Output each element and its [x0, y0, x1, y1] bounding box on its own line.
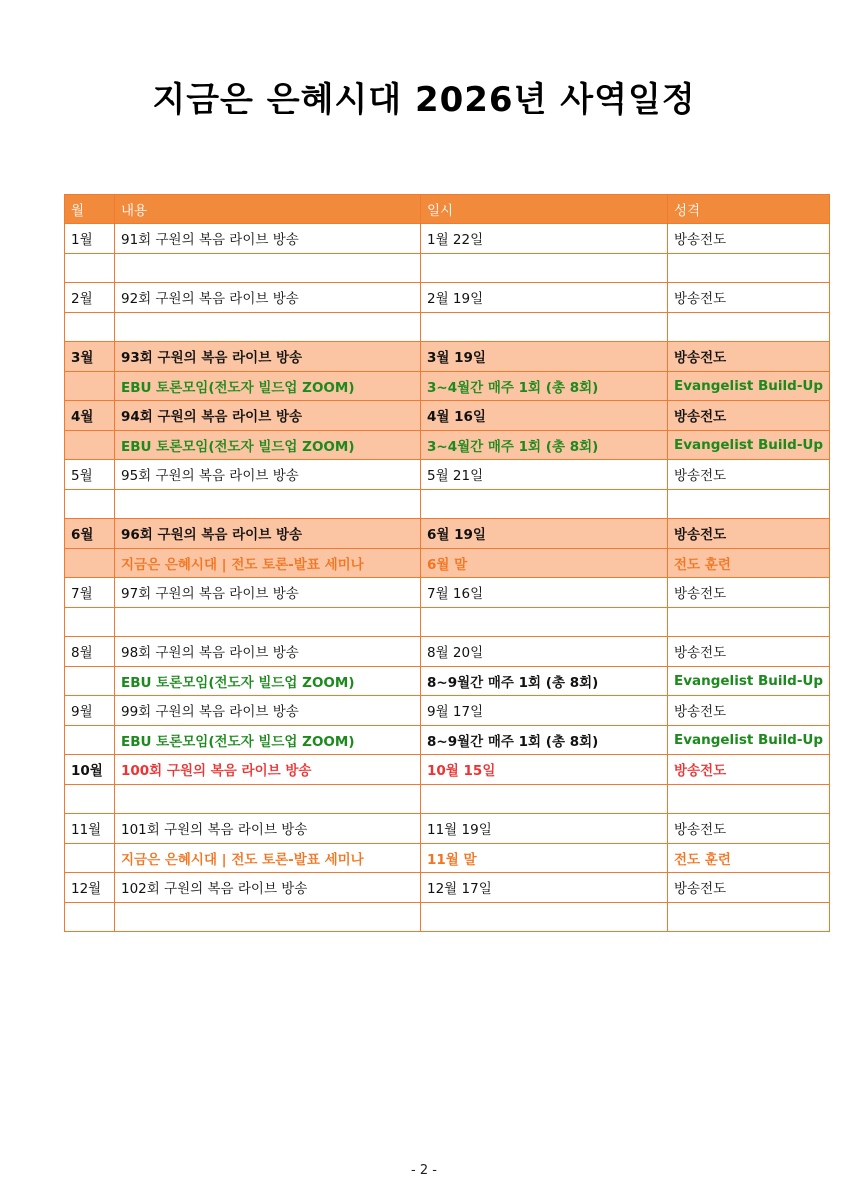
table-row [65, 637, 830, 667]
cell-date: 8월 20일 [421, 637, 668, 667]
table-row [65, 666, 830, 696]
cell-date: 8~9월간 매주 1회 (총 8회) [421, 666, 668, 696]
cell-month [65, 371, 115, 401]
cell-month [65, 607, 115, 637]
table-row [65, 430, 830, 460]
cell-type: 방송전도 [668, 283, 830, 313]
cell-content: EBU 토론모임(전도자 빌드업 ZOOM) [115, 725, 421, 755]
cell-month: 6월 [65, 519, 115, 549]
cell-date: 3월 19일 [421, 342, 668, 372]
table-row [65, 843, 830, 873]
cell-month [65, 902, 115, 932]
cell-date [421, 489, 668, 519]
cell-type: Evangelist Build-Up [668, 430, 830, 460]
cell-content [115, 489, 421, 519]
cell-type: 방송전도 [668, 401, 830, 431]
table-row [65, 489, 830, 519]
cell-content: 94회 구원의 복음 라이브 방송 [115, 401, 421, 431]
cell-content: 97회 구원의 복음 라이브 방송 [115, 578, 421, 608]
cell-month [65, 725, 115, 755]
cell-date: 10월 15일 [421, 755, 668, 785]
table-row [65, 814, 830, 844]
cell-type: 방송전도 [668, 224, 830, 254]
cell-type: Evangelist Build-Up [668, 725, 830, 755]
cell-content: EBU 토론모임(전도자 빌드업 ZOOM) [115, 666, 421, 696]
cell-date: 4월 16일 [421, 401, 668, 431]
table-row [65, 578, 830, 608]
cell-content: 93회 구원의 복음 라이브 방송 [115, 342, 421, 372]
cell-date: 3~4월간 매주 1회 (총 8회) [421, 371, 668, 401]
cell-month [65, 843, 115, 873]
cell-month [65, 430, 115, 460]
cell-month [65, 666, 115, 696]
schedule-table [64, 194, 830, 932]
table-row [65, 401, 830, 431]
table-row [65, 283, 830, 313]
cell-type: 전도 훈련 [668, 843, 830, 873]
cell-type: Evangelist Build-Up [668, 371, 830, 401]
cell-date: 11월 19일 [421, 814, 668, 844]
cell-type: 전도 훈련 [668, 548, 830, 578]
cell-content: EBU 토론모임(전도자 빌드업 ZOOM) [115, 371, 421, 401]
cell-date [421, 312, 668, 342]
cell-content: 98회 구원의 복음 라이브 방송 [115, 637, 421, 667]
cell-content: 96회 구원의 복음 라이브 방송 [115, 519, 421, 549]
cell-type [668, 489, 830, 519]
cell-content: 95회 구원의 복음 라이브 방송 [115, 460, 421, 490]
cell-month: 7월 [65, 578, 115, 608]
table-row [65, 755, 830, 785]
cell-type: 방송전도 [668, 873, 830, 903]
cell-date [421, 253, 668, 283]
cell-content: 99회 구원의 복음 라이브 방송 [115, 696, 421, 726]
table-row [65, 725, 830, 755]
table-header-row [65, 195, 830, 224]
table-row [65, 784, 830, 814]
cell-date: 8~9월간 매주 1회 (총 8회) [421, 725, 668, 755]
cell-type: 방송전도 [668, 460, 830, 490]
cell-month: 3월 [65, 342, 115, 372]
cell-content [115, 312, 421, 342]
cell-type [668, 784, 830, 814]
cell-content: 지금은 은혜시대 | 전도 토론-발표 세미나 [115, 548, 421, 578]
table-row [65, 342, 830, 372]
cell-date: 12월 17일 [421, 873, 668, 903]
cell-month: 4월 [65, 401, 115, 431]
cell-content: EBU 토론모임(전도자 빌드업 ZOOM) [115, 430, 421, 460]
cell-content: 101회 구원의 복음 라이브 방송 [115, 814, 421, 844]
cell-date: 7월 16일 [421, 578, 668, 608]
cell-month: 10월 [65, 755, 115, 785]
table-row [65, 371, 830, 401]
cell-month: 1월 [65, 224, 115, 254]
cell-month [65, 489, 115, 519]
cell-date: 5월 21일 [421, 460, 668, 490]
cell-month: 2월 [65, 283, 115, 313]
cell-month: 8월 [65, 637, 115, 667]
table-row [65, 460, 830, 490]
cell-month: 9월 [65, 696, 115, 726]
cell-month [65, 548, 115, 578]
cell-type: Evangelist Build-Up [668, 666, 830, 696]
cell-type: 방송전도 [668, 696, 830, 726]
page-number: - 2 - [411, 1163, 437, 1178]
cell-date: 6월 말 [421, 548, 668, 578]
cell-date: 3~4월간 매주 1회 (총 8회) [421, 430, 668, 460]
table-row [65, 902, 830, 932]
cell-date [421, 784, 668, 814]
cell-content: 91회 구원의 복음 라이브 방송 [115, 224, 421, 254]
cell-date: 11월 말 [421, 843, 668, 873]
cell-type: 방송전도 [668, 342, 830, 372]
cell-content: 92회 구원의 복음 라이브 방송 [115, 283, 421, 313]
table-row [65, 312, 830, 342]
cell-date: 6월 19일 [421, 519, 668, 549]
cell-content [115, 902, 421, 932]
cell-type [668, 902, 830, 932]
cell-month: 5월 [65, 460, 115, 490]
header-content: 내용 [115, 195, 421, 224]
cell-type: 방송전도 [668, 519, 830, 549]
cell-content: 100회 구원의 복음 라이브 방송 [115, 755, 421, 785]
cell-month: 12월 [65, 873, 115, 903]
cell-content: 102회 구원의 복음 라이브 방송 [115, 873, 421, 903]
cell-month [65, 253, 115, 283]
table-body [65, 224, 830, 932]
cell-month: 11월 [65, 814, 115, 844]
header-type: 성격 [668, 195, 830, 224]
table-row [65, 253, 830, 283]
header-month: 월 [65, 195, 115, 224]
table-row [65, 224, 830, 254]
cell-month [65, 312, 115, 342]
cell-content: 지금은 은혜시대 | 전도 토론-발표 세미나 [115, 843, 421, 873]
cell-content [115, 253, 421, 283]
header-date: 일시 [421, 195, 668, 224]
table-row [65, 607, 830, 637]
cell-type: 방송전도 [668, 637, 830, 667]
table-row [65, 873, 830, 903]
cell-type: 방송전도 [668, 755, 830, 785]
table-row [65, 696, 830, 726]
table-row [65, 519, 830, 549]
table-row [65, 548, 830, 578]
cell-type: 방송전도 [668, 578, 830, 608]
cell-content [115, 784, 421, 814]
cell-type [668, 312, 830, 342]
cell-date [421, 902, 668, 932]
cell-month [65, 784, 115, 814]
cell-date: 1월 22일 [421, 224, 668, 254]
page-title: 지금은 은혜시대 2026년 사역일정 [152, 80, 696, 120]
cell-type [668, 253, 830, 283]
cell-date [421, 607, 668, 637]
cell-date: 9월 17일 [421, 696, 668, 726]
cell-date: 2월 19일 [421, 283, 668, 313]
cell-type [668, 607, 830, 637]
cell-content [115, 607, 421, 637]
cell-type: 방송전도 [668, 814, 830, 844]
